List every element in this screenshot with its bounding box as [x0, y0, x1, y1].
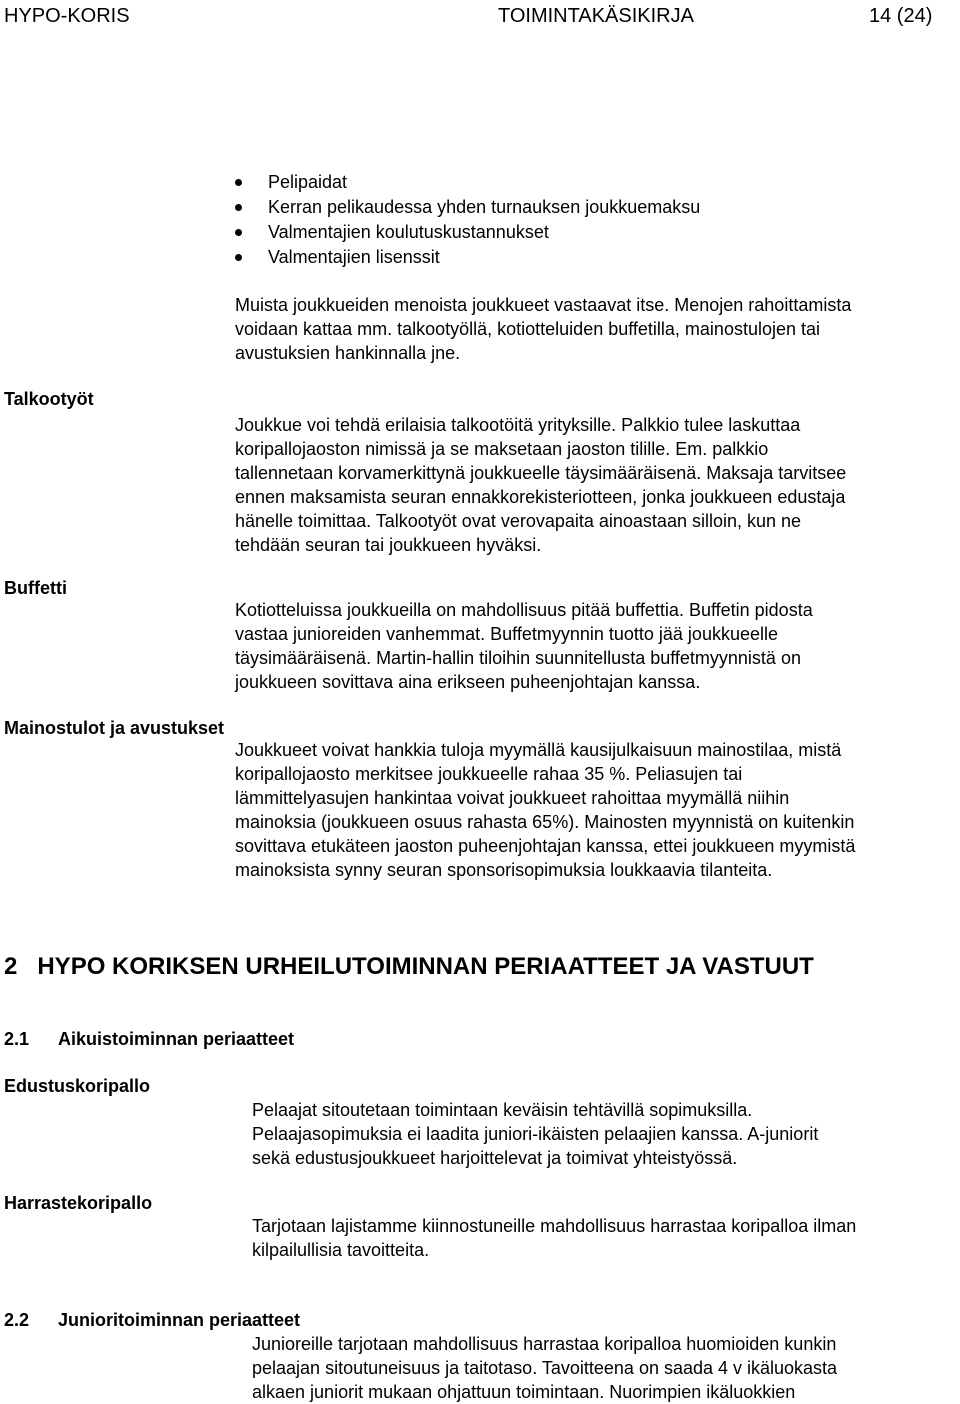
paragraph-line: Junioreille tarjotaan mahdollisuus harrastaa koripalloa huomioiden kunkin	[252, 1334, 837, 1354]
paragraph-line: pelaajan sitoutuneisuus ja taitotaso. Tavoitteena on saada 4 v ikäluokasta	[252, 1358, 838, 1378]
talkootyot-paragraph	[235, 413, 846, 557]
intro-paragraph	[235, 293, 851, 365]
bullet-icon	[235, 229, 242, 236]
paragraph-line: mainoksista synny seuran sponsorisopimuksia loukkaavia tilanteita.	[235, 860, 773, 880]
section-2-2-heading	[4, 1308, 300, 1332]
harrastekoripallo-paragraph	[252, 1214, 856, 1262]
talkootyot-label: Talkootyöt	[4, 389, 94, 409]
list-item	[235, 220, 700, 245]
paragraph-line: Tarjotaan lajistamme kiinnostuneille mahdollisuus harrastaa koripalloa ilman	[252, 1216, 857, 1236]
bullet-icon	[235, 254, 242, 261]
paragraph-line: vastaa junioreiden vanhemmat. Buffetmyynnin tuotto jää joukkueelle	[235, 624, 778, 644]
header-left-title: HYPO-KORIS	[4, 5, 130, 27]
section-2-heading: 2 HYPO KORIKSEN URHEILUTOIMINNAN PERIAATTEET JA VASTUUT	[4, 953, 814, 980]
paragraph-line: lämmittelyasujen hankintaa voivat joukkueet rahoittaa myymällä niihin	[235, 788, 790, 808]
section-number: 2.2	[4, 1310, 30, 1330]
paragraph-line: täysimääräisenä. Martin-hallin tiloihin suunnitellusta buffetmyynnistä on	[235, 648, 801, 668]
list-item	[235, 170, 700, 195]
edustuskoripallo-label: Edustuskoripallo	[4, 1076, 151, 1096]
paragraph-line: avustuksien hankinnalla jne.	[235, 343, 461, 363]
paragraph-line: ennen maksamista seuran ennakkorekisteriotteen, jonka joukkueen edustaja	[235, 487, 846, 507]
paragraph-line: voidaan kattaa mm. talkootyöllä, kotiotteluiden buffetilla, mainostulojen tai	[235, 319, 821, 339]
harrastekoripallo-label: Harrastekoripallo	[4, 1193, 153, 1213]
paragraph-line: Joukkueet voivat hankkia tuloja myymällä kausijulkaisuun mainostilaa, mistä	[235, 740, 842, 760]
junioritoiminta-paragraph	[252, 1332, 837, 1404]
paragraph-line: alkaen juniorit mukaan ohjattuun toimintaan. Nuorimpien ikäluokkien	[252, 1382, 796, 1402]
paragraph-line: kilpailullisia tavoitteita.	[252, 1240, 430, 1260]
paragraph-line: Pelaajat sitoutetaan toimintaan keväisin tehtävillä sopimuksilla.	[252, 1100, 753, 1120]
paragraph-line: Joukkue voi tehdä erilaisia talkootöitä yrityksille. Palkkio tulee laskuttaa	[235, 415, 801, 435]
paragraph-line: tallennetaan korvamerkittynä joukkueelle täysimääräisenä. Maksaja tarvitsee	[235, 463, 847, 483]
paragraph-line: koripallojaoston nimissä ja se maksetaan jaoston tilille. Em. palkkio	[235, 439, 769, 459]
buffetti-paragraph	[235, 598, 813, 694]
section-title: Junioritoiminnan periaatteet	[58, 1310, 301, 1330]
paragraph-line: koripallojaosto merkitsee joukkueelle rahaa 35 %. Peliasujen tai	[235, 764, 743, 784]
section-title: Aikuistoiminnan periaatteet	[58, 1029, 295, 1049]
edustuskoripallo-paragraph	[252, 1098, 818, 1170]
paragraph-line: Pelaajasopimuksia ei laadita juniori-ikäisten pelaajien kanssa. A-juniorit	[252, 1124, 819, 1144]
paragraph-line: joukkueen sovittava aina erikseen puheenjohtajan kanssa.	[235, 672, 701, 692]
mainostulot-label: Mainostulot ja avustukset	[4, 718, 225, 738]
paragraph-line: mainoksia (joukkueen osuus rahasta 65%). Mainosten myynnistä on kuitenkin	[235, 812, 855, 832]
section-number: 2.1	[4, 1029, 30, 1049]
header-center-title: TOIMINTAKÄSIKIRJA	[498, 5, 694, 27]
list-item-text: Valmentajien koulutuskustannukset	[268, 222, 549, 242]
section-2-1-heading	[4, 1027, 294, 1051]
bullet-icon	[235, 204, 242, 211]
paragraph-line: Kotiotteluissa joukkueilla on mahdollisuus pitää buffettia. Buffetin pidosta	[235, 600, 813, 620]
buffetti-label: Buffetti	[4, 578, 67, 598]
list-item-text: Valmentajien lisenssit	[268, 247, 440, 267]
paragraph-line: hänelle toimittaa. Talkootyöt ovat verovapaita ainoastaan silloin, kun ne	[235, 511, 802, 531]
list-item-text: Kerran pelikaudessa yhden turnauksen joukkuemaksu	[268, 197, 701, 217]
paragraph-line: Muista joukkueiden menoista joukkueet vastaavat itse. Menojen rahoittamista	[235, 295, 852, 315]
list-item-text: Pelipaidat	[268, 172, 348, 192]
list-item	[235, 245, 700, 270]
mainostulot-paragraph	[235, 738, 855, 882]
list-item	[235, 195, 700, 220]
paragraph-line: tehdään seuran tai joukkueen hyväksi.	[235, 535, 542, 555]
header-page-number: 14 (24)	[869, 5, 933, 27]
paragraph-line: sovittava etukäteen jaoston puheenjohtajan kanssa, ettei joukkueen myymistä	[235, 836, 856, 856]
bullet-icon	[235, 179, 242, 186]
expense-bullet-list	[235, 170, 700, 270]
paragraph-line: sekä edustusjoukkueet harjoittelevat ja toimivat yhteistyössä.	[252, 1148, 738, 1168]
